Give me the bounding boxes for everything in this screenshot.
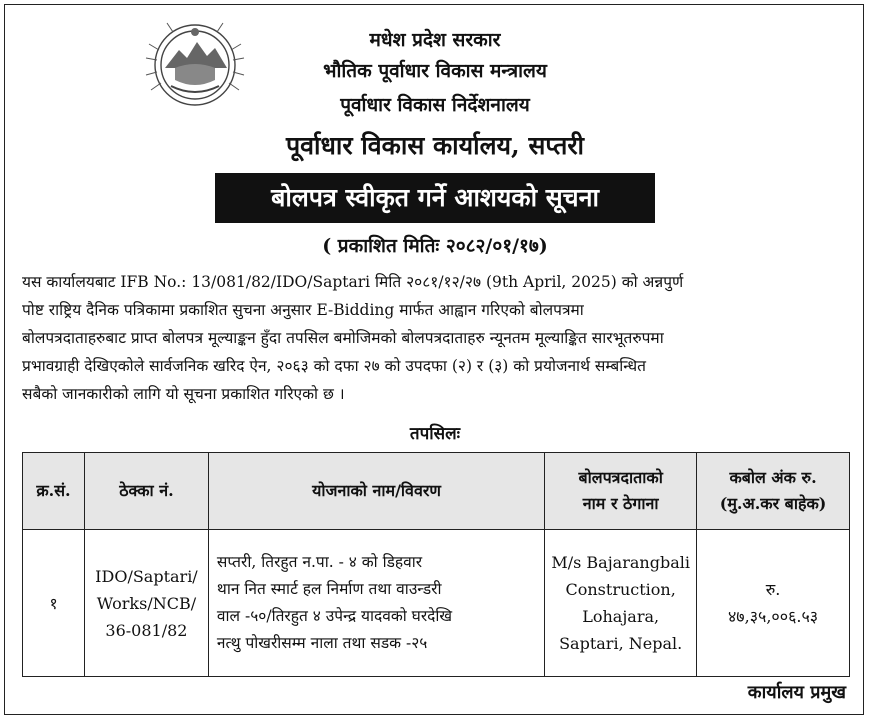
table-row [23, 530, 850, 677]
project-line: थान नित स्मार्ट हल निर्माण तथा वाउन्डरी [216, 580, 442, 598]
bidder-line: Saptari, Nepal. [559, 634, 683, 653]
table-header-row [23, 453, 850, 530]
details-subheading: तपसिलः [409, 424, 461, 444]
ministry-name: भौतिक पूर्वाधार विकास मन्त्रालय [323, 60, 547, 82]
contract-line: 36-081/82 [105, 620, 188, 640]
cell-project [208, 530, 544, 677]
project-line: नत्थु पोखरीसम्म नाला तथा सडक -२५ [216, 634, 428, 652]
body-line: यस कार्यालयबाट IFB No.: 13/081/82/IDO/Saptari मिति २०८१/१२/२७ (9th April, 2025) को अन्नपुर्ण [22, 273, 684, 291]
header-amount [697, 453, 850, 530]
body-line: प्रभावग्राही देखिएकोले सार्वजनिक खरिद ऐन, २०६३ को दफा २७ को उपदफा (२) र (३) को प्रयोजनार्थ सम्बन्धित [22, 357, 646, 375]
body-line: सबैको जानकारीको लागि यो सूचना प्रकाशित गरिएको छ । [22, 385, 345, 403]
directorate-name: पूर्वाधार विकास निर्देशनालय [340, 94, 530, 116]
cell-sn: १ [23, 530, 85, 677]
header-contract-no: ठेक्का नं. [84, 453, 208, 530]
header-amount-l2: (मु.अ.कर बाहेक) [719, 494, 827, 513]
government-name: मधेश प्रदेश सरकार [369, 29, 501, 51]
contract-line: IDO/Saptari/ [95, 566, 198, 586]
office-name: पूर्वाधार विकास कार्यालय, सप्तरी [285, 131, 585, 160]
header-bidder-l2: नाम र ठेगाना [582, 494, 659, 513]
body-line: बोलपत्रदाताहरुबाट प्राप्त बोलपत्र मूल्याङ्कन हुँदा तपसिल बमोजिमको बोलपत्रदाताहरु न्यूनतम मूल्याङ्कित सारभूतरुपमा [22, 329, 664, 347]
body-line: पोष्ट राष्ट्रिय दैनिक पत्रिकामा प्रकाशित सुचना अनुसार E-Bidding मार्फत आह्वान गरिएको बोलपत्रमा [22, 301, 584, 319]
amount-value: ४७,३५,००६.५३ [727, 607, 819, 626]
notice-title-banner [215, 173, 655, 223]
project-line: वाल -५०/तिरहुत ४ उपेन्द्र यादवको घरदेखि [216, 607, 453, 625]
amount-currency: रु. [765, 580, 781, 599]
notice-title: बोलपत्र स्वीकृत गर्ने आशयको सूचना [271, 183, 599, 212]
bidder-line: M/s Bajarangbali [551, 553, 690, 572]
cell-bidder [545, 530, 697, 677]
project-line: सप्तरी, तिरहुत न.पा. - ४ को डिहवार [216, 553, 423, 571]
notice-body [22, 268, 850, 408]
signatory: कार्यालय प्रमुख [747, 682, 846, 703]
cell-amount [697, 530, 850, 677]
header-bidder [545, 453, 697, 530]
cell-contract-no [84, 530, 208, 677]
header-sn: क्र.सं. [23, 453, 85, 530]
bidder-line: Lohajara, [582, 607, 660, 626]
header-project: योजनाको नाम/विवरण [208, 453, 544, 530]
bidder-line: Construction, [565, 580, 676, 599]
header-amount-l1: कबोल अंक रु. [729, 468, 817, 487]
header-bidder-l1: बोलपत्रदाताको [578, 468, 663, 487]
contract-line: Works/NCB/ [96, 593, 197, 613]
published-date: ( प्रकाशित मितिः २०८२/०१/१७) [322, 235, 548, 257]
bid-table [22, 452, 850, 677]
